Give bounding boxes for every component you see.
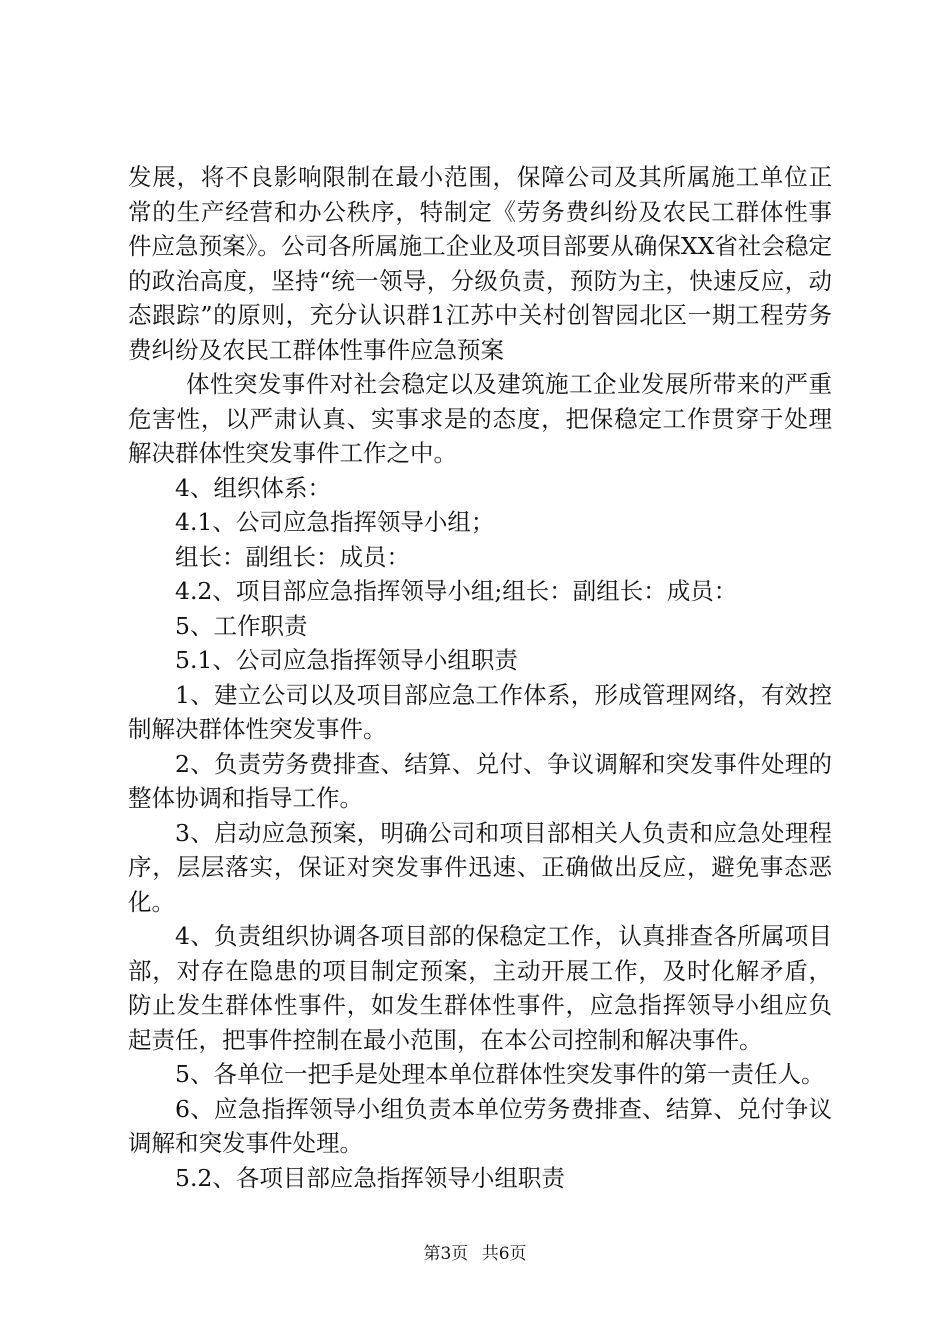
paragraph: 体性突发事件对社会稳定以及建筑施工企业发展所带来的严重危害性，以严肃认真、实事求是的态度，把保稳定工作贯穿于处理解决群体性突发事件工作之中。 bbox=[128, 370, 832, 467]
document-body bbox=[128, 160, 832, 1195]
section-heading: 5、工作职责 bbox=[175, 611, 308, 640]
paragraph: 发展，将不良影响限制在最小范围，保障公司及其所属施工单位正常的生产经营和办公秩序，特制定《劳务费纠纷及农民工群体性事件应急预案》。公司各所属施工企业及项目部要从确保XX省社会稳定的政治高度，坚持“统一领导，分级负责，预防为主，快速反应，动态跟踪”的原则，充分认识群1江苏中关村创智园北区一期工程劳务费纠纷及农民工群体性事件应急预案 bbox=[128, 163, 832, 364]
page-number: 第3页 bbox=[423, 1244, 469, 1264]
list-item: 5、各单位一把手是处理本单位群体性突发事件的第一责任人。 bbox=[175, 1060, 825, 1088]
paragraph: 组长：副组长：成员： bbox=[175, 542, 410, 571]
list-item: 3、启动应急预案，明确公司和项目部相关人负责和应急处理程序，层层落实，保证对突发事件迅速、正确做出反应，避免事态恶化。 bbox=[128, 818, 832, 916]
section-heading: 4、组织体系： bbox=[175, 473, 331, 502]
subsection-heading: 5.2、各项目部应急指挥领导小组职责 bbox=[175, 1163, 565, 1192]
subsection-heading: 5.1、公司应急指挥领导小组职责 bbox=[175, 646, 518, 674]
list-item: 2、负责劳务费排查、结算、兑付、争议调解和突发事件处理的整体协调和指导工作。 bbox=[128, 749, 832, 812]
subsection-heading: 4.1、公司应急指挥领导小组； bbox=[175, 508, 495, 536]
list-item: 6、应急指挥领导小组负责本单位劳务费排查、结算、兑付争议调解和突发事件处理。 bbox=[128, 1094, 832, 1157]
list-item: 4、负责组织协调各项目部的保稳定工作，认真排查各所属项目部，对存在隐患的项目制定预案，主动开展工作，及时化解矛盾，防止发生群体性事件，如发生群体性事件，应急指挥领导小组应负起责任，把事件控制在最小范围，在本公司控制和解决事件。 bbox=[128, 922, 832, 1054]
page-total: 共6页 bbox=[481, 1244, 527, 1264]
list-item: 1、建立公司以及项目部应急工作体系，形成管理网络，有效控制解决群体性突发事件。 bbox=[128, 680, 832, 743]
subsection-heading: 4.2、项目部应急指挥领导小组;组长：副组长：成员： bbox=[175, 577, 738, 605]
page-footer bbox=[0, 1242, 950, 1266]
